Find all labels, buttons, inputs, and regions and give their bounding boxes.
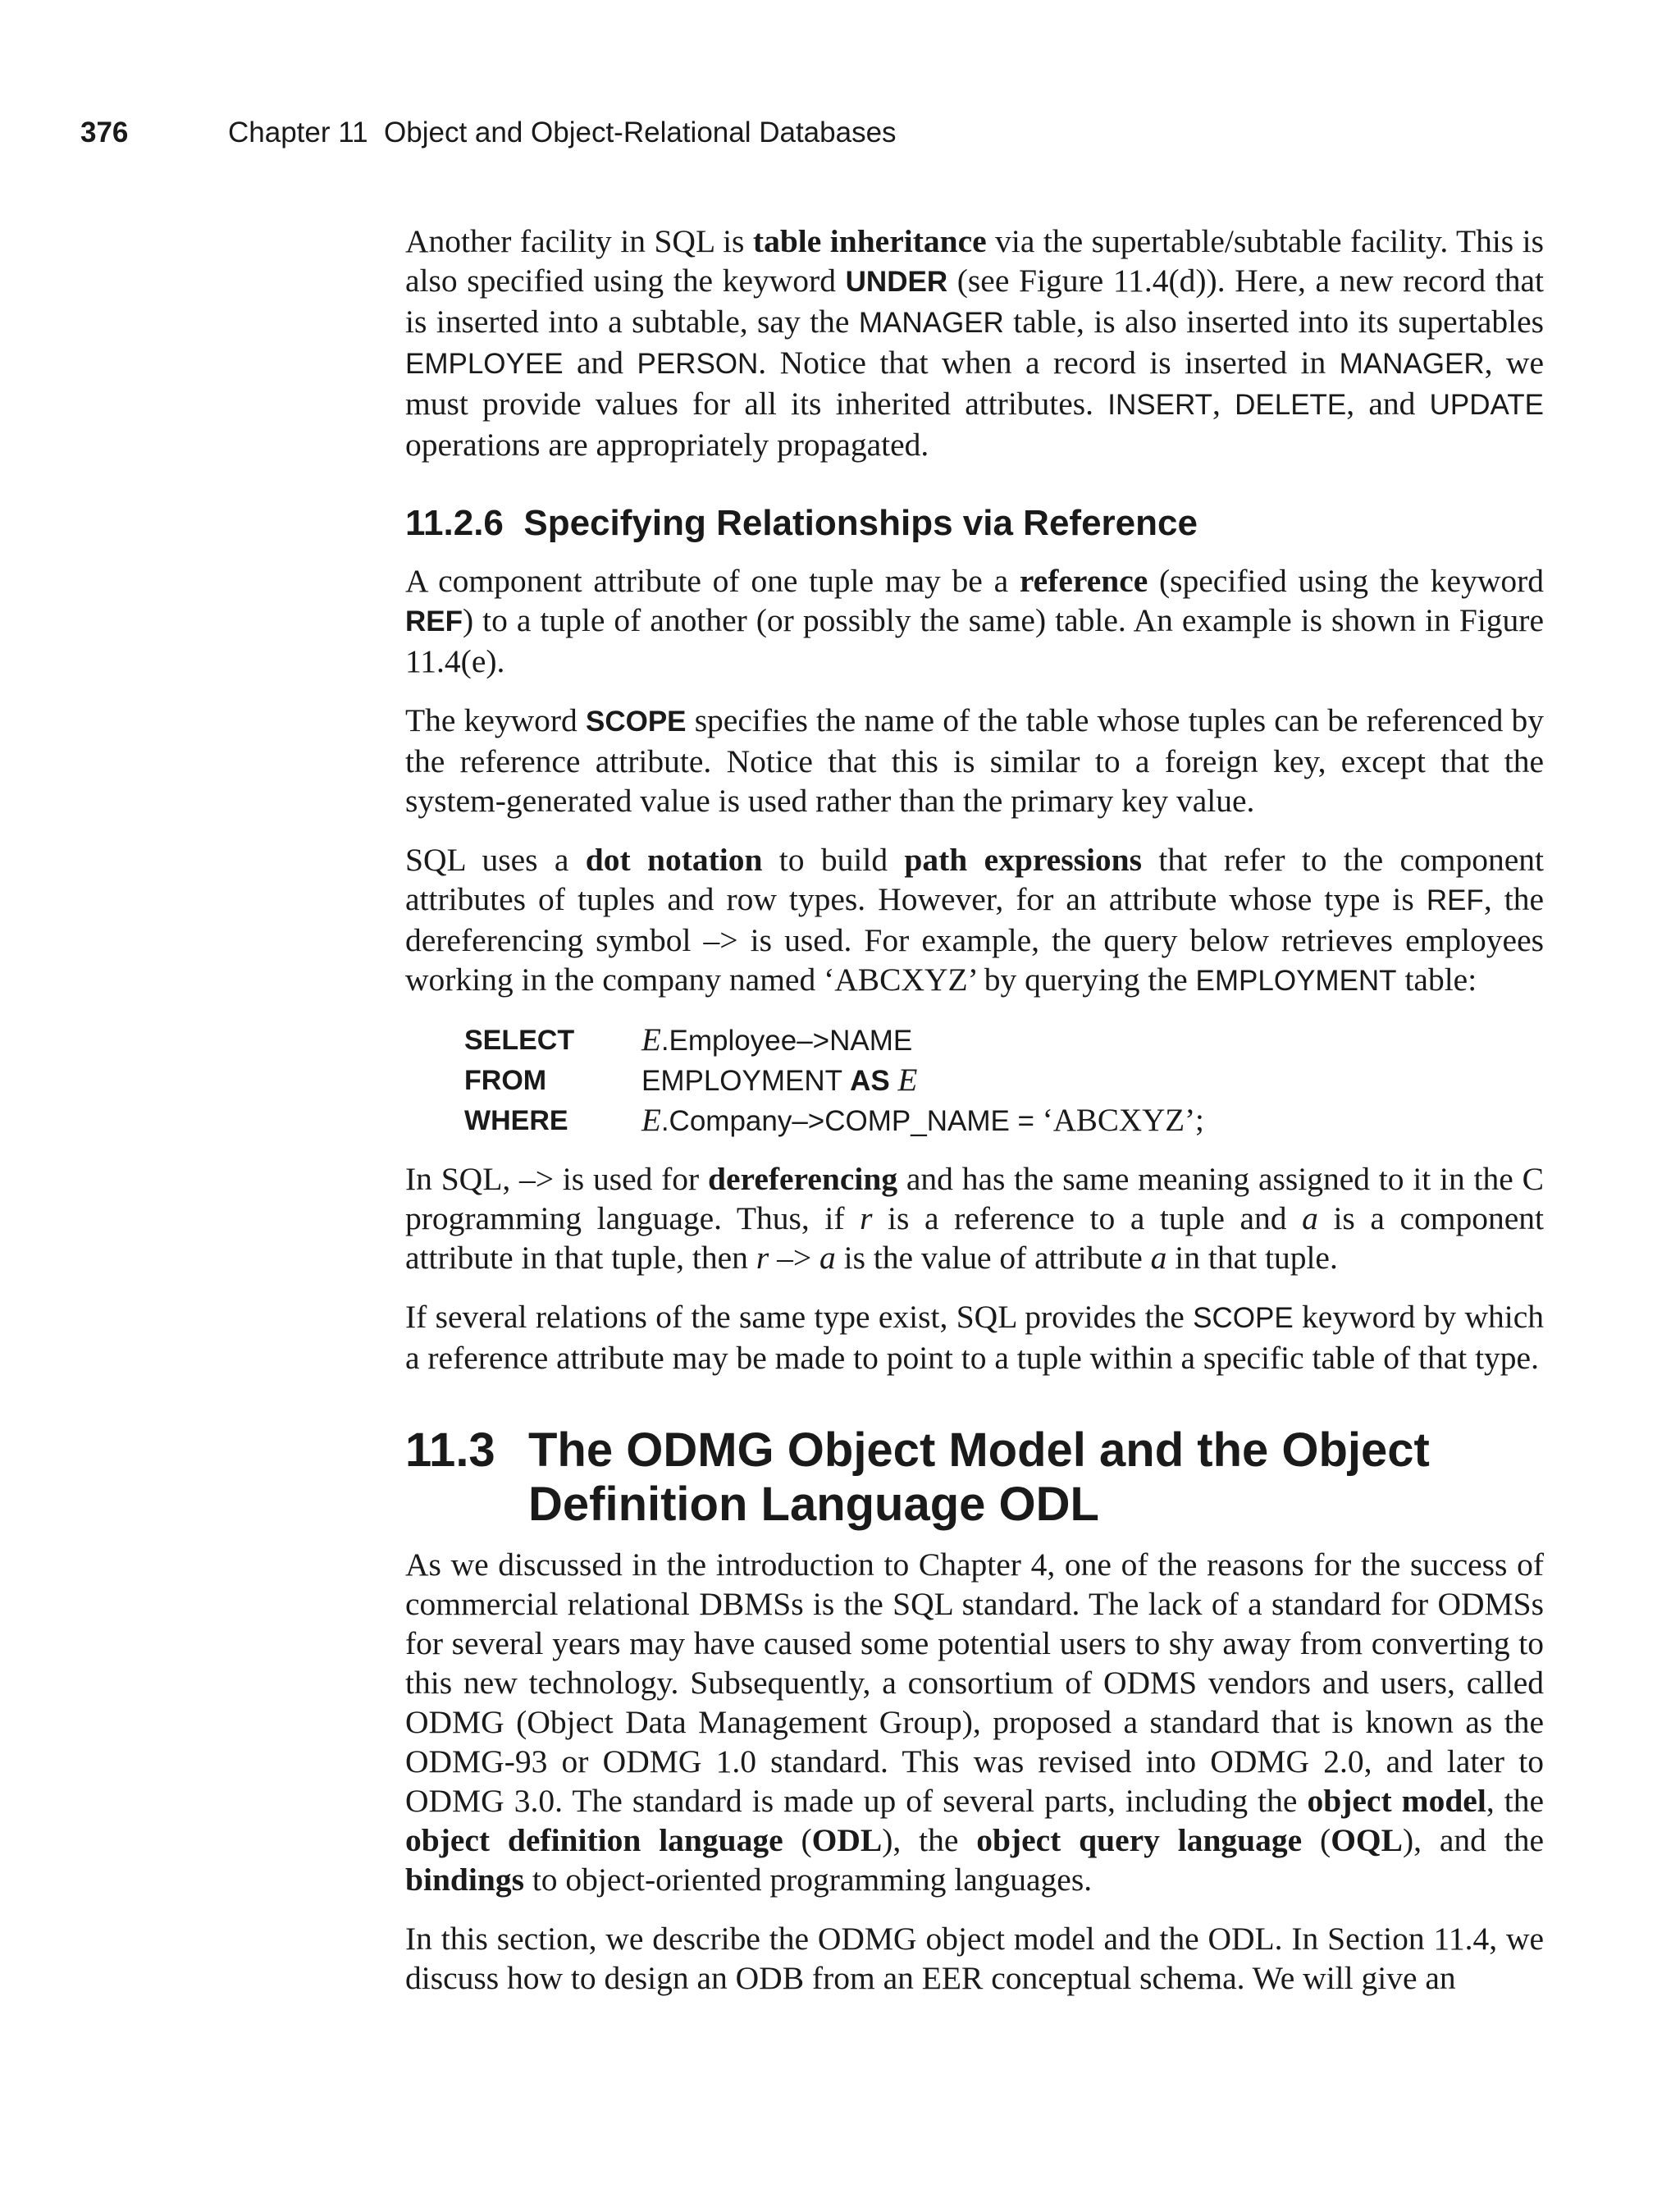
section-title: The ODMG Object Model and the Object Definition Language ODL — [528, 1423, 1430, 1531]
paragraph-scope-keyword: If several relations of the same type exist, SQL provides the SCOPE keyword by which a reference attribute may be made to point to a tuple within a specific table of that type. — [405, 1299, 1544, 1376]
paragraph-table-inheritance: Another facility in SQL is table inheritance via the supertable/subtable facility. This is also specified using the keyword UNDER (see Figure 11.4(d)). Here, a new record that is inserted into a subtable, say the MANAGER table, is also inserted into its supertables EMPLOYEE and PERSON. Notice that when a record is inserted in MANAGER, we must provide values for all its inherited attributes. INSERT, DELETE, and UPDATE operations are appropriately propagated. — [405, 223, 1545, 463]
paragraph-odmg-standard: As we discussed in the introduction to Chapter 4, one of the reasons for the success of commercial relational DBMSs is the SQL standard. The lack of a standard for ODMSs for several years may have caused some potential users to shy away from converting to this new technology. Subsequently, a consortium of ODMS vendors and users, called ODMG (Object Data Management Group), proposed a standard that is known as the ODMG-93 or ODMG 1.0 standard. This was revised into ODMG 2.0, and later to ODMG 3.0. The standard is made up of several parts, including the object model, the object definition language (ODL), the object query language (OQL), and the bindings to object-oriented programming languages. — [405, 1546, 1545, 1898]
running-header — [80, 116, 897, 149]
sql-query-example — [464, 1021, 1544, 1141]
query-from-line: FROM EMPLOYMENT AS E — [464, 1062, 918, 1098]
paragraph-scope: The keyword SCOPE specifies the name of the table whose tuples can be referenced by the reference attribute. Notice that this is similar to a foreign key, except that the system-generated value is used rather than the primary key value. — [405, 702, 1544, 819]
paragraph-section-overview: In this section, we describe the ODMG object model and the ODL. In Section 11.4, we discuss how to design an ODB from an EER conceptual schema. We will give an — [405, 1921, 1544, 1996]
paragraph-dot-notation: SQL uses a dot notation to build path expressions that refer to the component attributes of tuples and row types. However, for an attribute whose type is REF, the dereferencing symbol –> is used. For example, the query below retrieves employees working in the company named ‘ABCXYZ’ by querying the EMPLOYMENT table: — [405, 842, 1545, 998]
paragraph-reference: A component attribute of one tuple may be a reference (specified using the keyword REF) to a tuple of another (or possibly the same) table. An example is shown in Figure 11.4(e). — [405, 563, 1544, 679]
running-title: Chapter 11 Object and Object-Relational Databases — [228, 116, 897, 148]
section-heading-11-2-6: 11.2.6 Specifying Relationships via Reference — [405, 503, 1198, 543]
query-where-line: WHERE E.Company–>COMP_NAME = ‘ABCXYZ’; — [464, 1103, 1204, 1138]
query-select-line: SELECT E.Employee–>NAME — [464, 1022, 913, 1058]
page-number: 376 — [80, 116, 129, 148]
section-heading-11-3 — [405, 1423, 1544, 1532]
paragraph-dereferencing: In SQL, –> is used for dereferencing and has the same meaning assigned to it in the C programming language. Thus, if r is a reference to a tuple and a is a component attribute in that tuple, then r –> a is the value of attribute a in that tuple. — [405, 1161, 1544, 1276]
page-body — [405, 222, 1544, 2017]
section-number: 11.3 — [405, 1423, 495, 1477]
